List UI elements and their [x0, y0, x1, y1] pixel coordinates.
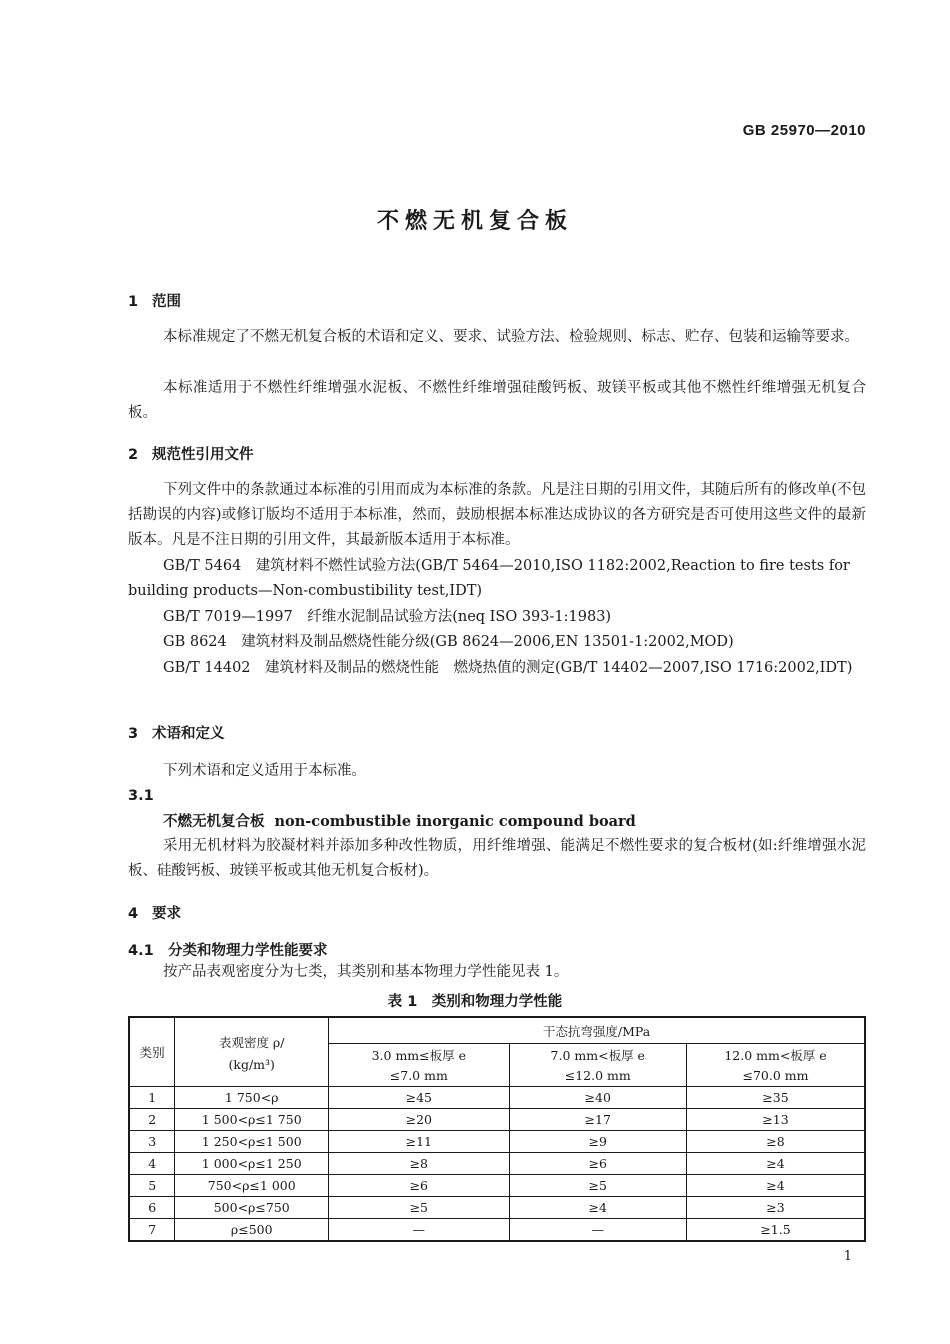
- cell-category: 4: [129, 1153, 175, 1175]
- table-caption: 表 1 类别和物理力学性能: [387, 994, 563, 1010]
- table-row: [129, 1219, 865, 1242]
- reference-gbt-5464: GB/T 5464 建筑材料不燃性试验方法(GB/T 5464—2010,ISO 1182:2002,Reaction to fire tests for building products—Non-combustibility test,IDT): [128, 558, 850, 599]
- cell-density: ρ≤500: [175, 1219, 329, 1242]
- cell-strength-thin: ≥8: [329, 1153, 509, 1175]
- section-number: 2: [128, 447, 139, 463]
- standard-code: GB 25970—2010: [742, 122, 866, 139]
- section-1-heading: [128, 290, 181, 311]
- section-title: 范围: [152, 294, 181, 310]
- header-thickness-1-line-1: 3.0 mm≤板厚 e: [329, 1044, 509, 1066]
- scope-paragraph-2: 本标准适用于不燃性纤维增强水泥板、不燃性纤维增强硅酸钙板、玻镁平板或其他不燃性纤维增强无机复合板。: [128, 380, 866, 421]
- cell-density: 1 250<ρ≤1 500: [175, 1131, 329, 1153]
- cell-strength-thick: ≥8: [686, 1131, 865, 1153]
- cell-strength-medium: —: [509, 1219, 686, 1242]
- document-title: 不燃无机复合板: [376, 209, 573, 234]
- section-title: 术语和定义: [152, 726, 225, 742]
- header-thickness-3-line-2: ≤70.0 mm: [686, 1065, 865, 1087]
- header-thickness-2-line-2: ≤12.0 mm: [509, 1065, 686, 1087]
- cell-strength-thin: —: [329, 1219, 509, 1242]
- section-number: 3: [128, 726, 139, 742]
- reference-gbt-14402: GB/T 14402 建筑材料及制品的燃烧性能 燃烧热值的测定(GB/T 14402—2007,ISO 1716:2002,IDT): [163, 660, 853, 676]
- header-thickness-1-line-2: ≤7.0 mm: [329, 1065, 509, 1087]
- cell-strength-thick: ≥35: [686, 1087, 865, 1109]
- table-row: [129, 1153, 865, 1175]
- section-number: 4: [128, 906, 139, 922]
- cell-strength-thick: ≥3: [686, 1197, 865, 1219]
- cell-category: 2: [129, 1109, 175, 1131]
- term-definition: 采用无机材料为胶凝材料并添加多种改性物质，用纤维增强、能满足不燃性要求的复合板材(如:纤维增强水泥板、硅酸钙板、玻镁平板或其他无机复合板材)。: [128, 838, 866, 879]
- section-3-heading: [128, 722, 225, 743]
- cell-strength-thin: ≥6: [329, 1175, 509, 1197]
- classification-intro: 按产品表观密度分为七类，其类别和基本物理力学性能见表 1。: [163, 964, 569, 980]
- cell-strength-thin: ≥45: [329, 1087, 509, 1109]
- header-flexural-strength: 干态抗弯强度/MPa: [329, 1017, 865, 1044]
- cell-density: 500<ρ≤750: [175, 1197, 329, 1219]
- terms-intro: 下列术语和定义适用于本标准。: [163, 763, 366, 779]
- cell-category: 5: [129, 1175, 175, 1197]
- cell-strength-medium: ≥6: [509, 1153, 686, 1175]
- header-thickness-2-line-1: 7.0 mm<板厚 e: [509, 1044, 686, 1066]
- cell-strength-thin: ≥5: [329, 1197, 509, 1219]
- reference-gb-8624: GB 8624 建筑材料及制品燃烧性能分级(GB 8624—2006,EN 13501-1:2002,MOD): [163, 634, 734, 650]
- reference-gbt-7019: GB/T 7019—1997 纤维水泥制品试验方法(neq ISO 393-1:1983): [163, 609, 612, 625]
- cell-strength-thick: ≥4: [686, 1175, 865, 1197]
- cell-density: 750<ρ≤1 000: [175, 1175, 329, 1197]
- cell-strength-thin: ≥11: [329, 1131, 509, 1153]
- section-4-heading: [128, 902, 181, 923]
- cell-category: 6: [129, 1197, 175, 1219]
- cell-category: 7: [129, 1219, 175, 1242]
- cell-category: 1: [129, 1087, 175, 1109]
- table-row: [129, 1087, 865, 1109]
- section-number: 1: [128, 294, 139, 310]
- cell-strength-medium: ≥40: [509, 1087, 686, 1109]
- term-chinese: 不燃无机复合板: [163, 814, 265, 830]
- header-category: 类别: [129, 1017, 175, 1087]
- section-title: 要求: [152, 906, 181, 922]
- term-english: non-combustible inorganic compound board: [274, 813, 636, 830]
- section-title: 规范性引用文件: [152, 447, 254, 463]
- header-density-line-2: (kg/m³): [228, 1056, 275, 1072]
- cell-strength-medium: ≥4: [509, 1197, 686, 1219]
- section-2-heading: [128, 443, 254, 464]
- cell-density: 1 000<ρ≤1 250: [175, 1153, 329, 1175]
- cell-strength-medium: ≥9: [509, 1131, 686, 1153]
- table-row: [129, 1131, 865, 1153]
- cell-strength-medium: ≥17: [509, 1109, 686, 1131]
- cell-strength-thin: ≥20: [329, 1109, 509, 1131]
- table-row: [129, 1175, 865, 1197]
- header-density-line-1: 表观密度 ρ/: [218, 1034, 285, 1050]
- cell-strength-thick: ≥4: [686, 1153, 865, 1175]
- header-thickness-3-line-1: 12.0 mm<板厚 e: [686, 1044, 865, 1066]
- table-row: [129, 1109, 865, 1131]
- cell-category: 3: [129, 1131, 175, 1153]
- cell-density: 1 750<ρ: [175, 1087, 329, 1109]
- subsection-title: 分类和物理力学性能要求: [168, 943, 328, 959]
- properties-table: [128, 1016, 866, 1242]
- cell-strength-thick: ≥1.5: [686, 1219, 865, 1242]
- term-entry: [163, 810, 636, 831]
- page-number: 1: [843, 1249, 852, 1264]
- cell-strength-thick: ≥13: [686, 1109, 865, 1131]
- cell-strength-medium: ≥5: [509, 1175, 686, 1197]
- subsection-number: 4.1: [128, 943, 154, 959]
- scope-paragraph-1: 本标准规定了不燃无机复合板的术语和定义、要求、试验方法、检验规则、标志、贮存、包装和运输等要求。: [163, 329, 859, 345]
- subsection-3-1-number: 3.1: [128, 788, 154, 804]
- table-row: [129, 1197, 865, 1219]
- header-density: [175, 1017, 329, 1087]
- subsection-4-1-heading: [128, 939, 328, 960]
- normative-references-intro: 下列文件中的条款通过本标准的引用而成为本标准的条款。凡是注日期的引用文件，其随后所有的修改单(不包括勘误的内容)或修订版均不适用于本标准，然而，鼓励根据本标准达成协议的各方研究是否可使用这些文件的最新版本。凡是不注日期的引用文件，其最新版本适用于本标准。: [128, 482, 866, 548]
- cell-density: 1 500<ρ≤1 750: [175, 1109, 329, 1131]
